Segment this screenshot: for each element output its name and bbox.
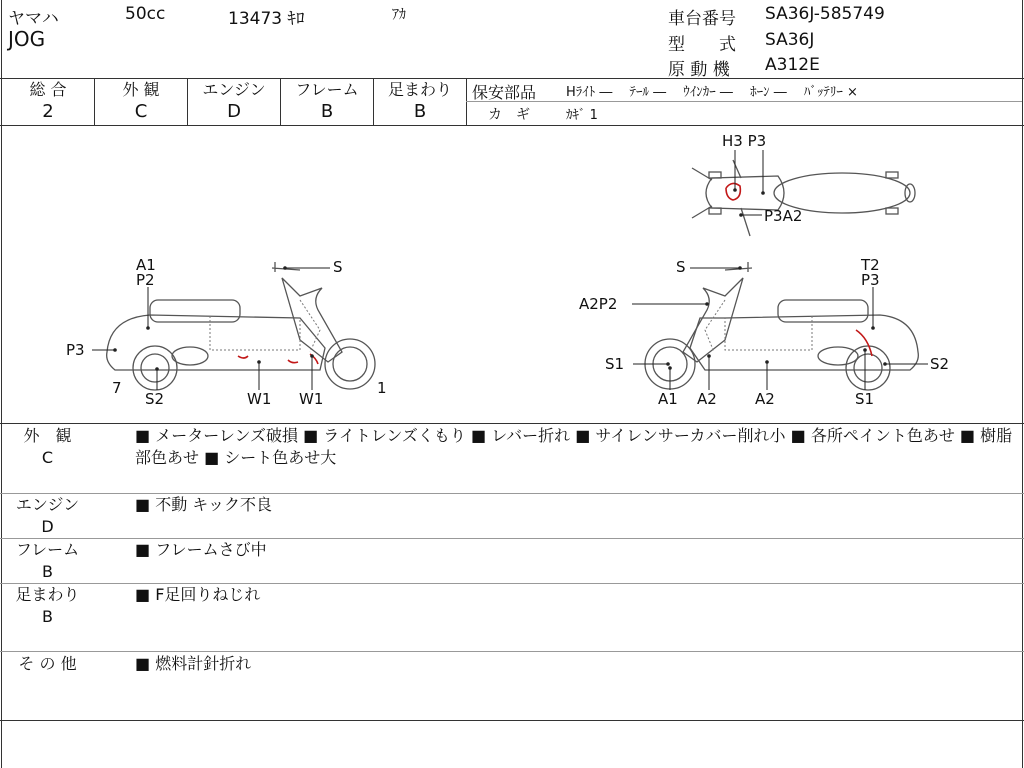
divider-5 xyxy=(0,720,1024,721)
grade-frame xyxy=(281,79,373,123)
color: ｱｶ xyxy=(392,7,406,23)
section-label-text: 外 観 xyxy=(23,426,72,445)
label-left-s: S xyxy=(333,258,343,276)
label-left-1: 1 xyxy=(377,379,387,397)
damage-diagram xyxy=(0,126,1024,422)
grade-engine xyxy=(188,79,280,123)
section-suspension-text: ■ F足回りねじれ xyxy=(135,585,261,604)
label-top-p3a2: P3A2 xyxy=(764,207,803,225)
section-frame-text: ■ フレームさび中 xyxy=(135,540,267,559)
label-right-s1b: S1 xyxy=(855,390,875,408)
grade-label: 外 観 xyxy=(122,80,160,99)
section-suspension-label xyxy=(0,584,95,628)
grade-label: 総 合 xyxy=(29,80,67,99)
section-exterior-text: ■ メーターレンズ破損 ■ ライトレンズくもり ■ レバー折れ ■ サイレンサーカバー削れ小 ■ 各所ペイント色あせ ■ 樹脂部色あせ ■ シート色あせ大 xyxy=(135,426,1013,467)
label-left-w1b: W1 xyxy=(299,390,324,408)
label-left-p2: P2 xyxy=(136,271,155,289)
section-engine-text: ■ 不動 キック不良 xyxy=(135,495,272,514)
grade-value: B xyxy=(320,101,334,122)
label-right-a2p2: A2P2 xyxy=(579,295,618,313)
label-right-p3: P3 xyxy=(861,271,880,289)
grade-value: C xyxy=(134,101,148,122)
safety-divider xyxy=(466,101,1022,102)
section-engine-label xyxy=(0,494,95,538)
section-grade: C xyxy=(41,448,54,467)
scooter-left-view xyxy=(66,256,387,408)
label-right-a1: A1 xyxy=(658,390,678,408)
divider-4 xyxy=(0,651,1024,652)
label-right-s: S xyxy=(676,258,686,276)
grade-exterior xyxy=(95,79,187,123)
frame-no: SA36J-585749 xyxy=(765,4,885,24)
label-right-t2: T2 xyxy=(861,256,880,274)
label-left-a1: A1 xyxy=(136,256,156,274)
section-grade: B xyxy=(42,562,53,581)
grade-suspension xyxy=(374,79,466,123)
frame-no-label: 車台番号 xyxy=(668,9,736,29)
type-value: SA36J xyxy=(765,30,815,50)
label-right-s2: S2 xyxy=(930,355,950,373)
maker: ヤマハ xyxy=(8,9,59,29)
displacement: 50cc xyxy=(125,4,166,24)
label-left-7: 7 xyxy=(112,379,122,397)
grade-value: D xyxy=(227,101,241,122)
engine-label: 原 動 機 xyxy=(668,60,730,80)
grade-label: 足まわり xyxy=(387,80,452,99)
grade-label: エンジン xyxy=(202,80,266,99)
section-frame-label xyxy=(0,539,95,583)
section-grade: D xyxy=(41,517,54,536)
label-left-s2: S2 xyxy=(145,390,165,408)
section-other-label xyxy=(0,653,95,675)
model-name: JOG xyxy=(8,27,46,51)
section-other-text: ■ 燃料計針折れ xyxy=(135,654,252,673)
safety-label: 保安部品 xyxy=(472,83,537,102)
divider-diagram-bottom xyxy=(0,423,1024,424)
grade-label: フレーム xyxy=(295,80,359,99)
scooter-top-view xyxy=(692,132,915,236)
safety-items: Hﾗｲﾄ ― ﾃｰﾙ ― ｳｲﾝｶｰ ― ﾎｰﾝ ― ﾊﾞｯﾃﾘｰ × xyxy=(566,85,858,100)
mileage: 13473 ｷﾛ xyxy=(228,9,305,29)
grade-value: 2 xyxy=(42,101,54,122)
section-grade: B xyxy=(42,607,53,626)
label-right-a2a: A2 xyxy=(697,390,717,408)
section-label-text: フレーム xyxy=(15,540,80,559)
section-label-text: エンジン xyxy=(15,495,80,514)
key-label: カ ギ xyxy=(488,107,530,123)
section-label-text: そ の 他 xyxy=(18,654,77,673)
section-exterior-label xyxy=(0,425,95,469)
grade-value: B xyxy=(413,101,427,122)
key-value: ｶｷﾞ 1 xyxy=(566,108,598,123)
scooter-right-view xyxy=(579,256,949,408)
label-top-h3p3: H3 P3 xyxy=(722,132,767,150)
section-label-text: 足まわり xyxy=(15,585,80,604)
label-left-p3: P3 xyxy=(66,341,85,359)
label-left-w1a: W1 xyxy=(247,390,272,408)
engine-value: A312E xyxy=(765,55,820,75)
grade-overall xyxy=(2,79,94,123)
label-right-s1a: S1 xyxy=(605,355,625,373)
label-right-a2b: A2 xyxy=(755,390,775,408)
type-label: 型 式 xyxy=(668,35,736,55)
